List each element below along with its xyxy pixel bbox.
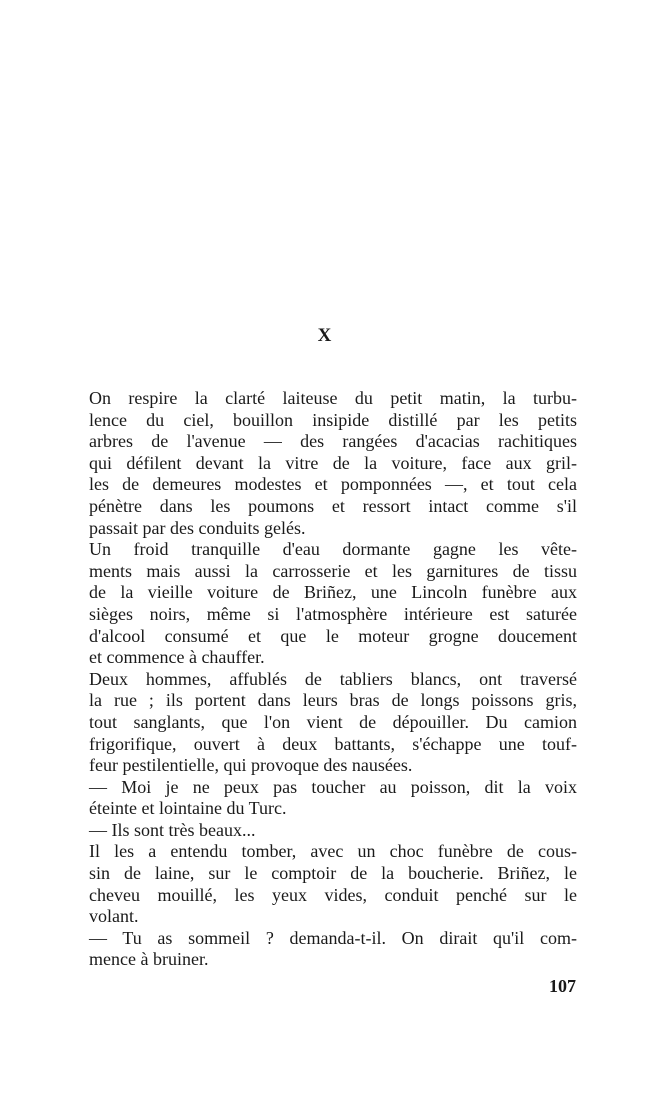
- text-line: ments mais aussi la carrosserie et les garnitures de tissu: [89, 560, 577, 581]
- text-line: arbres de l'avenue — des rangées d'acacias rachitiques: [89, 431, 577, 452]
- text-line: éteinte et lointaine du Turc.: [89, 798, 287, 819]
- paragraph: [89, 820, 577, 842]
- text-line: et commence à chauffer.: [89, 647, 265, 668]
- text-line: de la vieille voiture de Briñez, une Lincoln funèbre aux: [89, 582, 577, 603]
- text-line: pénètre dans les poumons et ressort intact comme s'il: [89, 495, 577, 516]
- chapter-heading: X: [317, 325, 333, 346]
- paragraph: [89, 841, 577, 927]
- body-text: [89, 388, 577, 971]
- text-line: Deux hommes, affublés de tabliers blancs, ont traversé: [89, 668, 577, 689]
- text-line: — Tu as sommeil ? demanda-t-il. On dirait qu'il com-: [89, 927, 577, 948]
- text-line: cheveu mouillé, les yeux vides, conduit penché sur le: [89, 884, 577, 905]
- text-line: mence à bruiner.: [89, 949, 209, 970]
- text-line: frigorifique, ouvert à deux battants, s'échappe une touf-: [89, 733, 577, 754]
- text-line: Un froid tranquille d'eau dormante gagne les vête-: [89, 539, 577, 560]
- paragraph: [89, 388, 577, 539]
- text-line: passait par des conduits gelés.: [89, 517, 306, 538]
- paragraph: [89, 928, 577, 971]
- text-line: sin de laine, sur le comptoir de la boucherie. Briñez, le: [89, 863, 577, 884]
- text-line: feur pestilentielle, qui provoque des nausées.: [89, 755, 413, 776]
- text-line: On respire la clarté laiteuse du petit matin, la turbu-: [89, 388, 577, 408]
- text-line: sièges noirs, même si l'atmosphère intérieure est saturée: [89, 603, 577, 624]
- text-line: Il les a entendu tomber, avec un choc funèbre de cous-: [89, 841, 577, 862]
- text-line: lence du ciel, bouillon insipide distillé par les petits: [89, 409, 577, 430]
- paragraph: [89, 539, 577, 669]
- text-line: — Ils sont très beaux...: [89, 819, 256, 840]
- page-number: 107: [549, 976, 576, 996]
- paragraph: [89, 777, 577, 820]
- text-line: qui défilent devant la vitre de la voiture, face aux gril-: [89, 452, 577, 473]
- text-line: d'alcool consumé et que le moteur grogne doucement: [89, 625, 577, 646]
- text-line: la rue ; ils portent dans leurs bras de longs poissons gris,: [89, 690, 577, 711]
- text-line: tout sanglants, que l'on vient de dépouiller. Du camion: [89, 711, 577, 732]
- paragraph: [89, 669, 577, 777]
- text-line: volant.: [89, 906, 139, 927]
- text-line: — Moi je ne peux pas toucher au poisson, dit la voix: [89, 776, 577, 797]
- text-line: les de demeures modestes et pomponnées —, et tout cela: [89, 474, 577, 495]
